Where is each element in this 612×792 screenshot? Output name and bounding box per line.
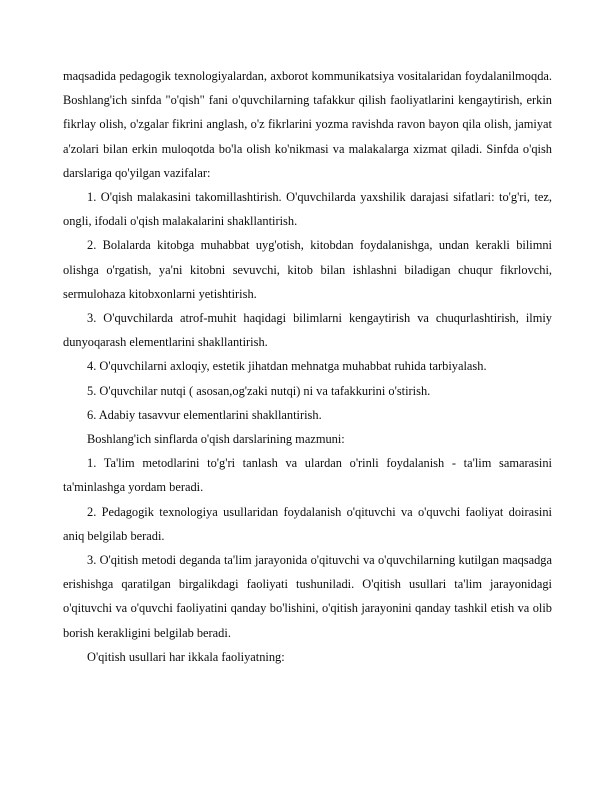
paragraph: Boshlang'ich sinflarda o'qish darslarining mazmuni: xyxy=(87,432,345,447)
paragraph: maqsadida pedagogik texnologiyalardan, axborot kommunikatsiya vositalaridan foydalanilmoqda. Boshlang'ich sinfda "o'qish" fani o'quvchilarning tafakkur qilish faoliyatlarini kengaytirish, erkin fikrlay olish, o'zgalar fikrini anglash, o'z fikrlarini yozma ravishda ravon bayon qila olish, jamiyat a'zolari bilan erkin muloqotda bo'la olish ko'nikmasi va malakalarga xizmat qiladi. Sinfda o'qish darslariga qo'yilgan vazifalar: xyxy=(63,69,552,180)
paragraph: 3. O'quvchilarda atrof-muhit haqidagi bilimlarni kengaytirish va chuqurlashtirish, ilmiy dunyoqarash elementlarini shakllantirish. xyxy=(63,311,552,350)
paragraph: 4. O'quvchilarni axloqiy, estetik jihatdan mehnatga muhabbat ruhida tarbiyalash. xyxy=(87,359,487,374)
paragraph: 3. O'qitish metodi deganda ta'lim jarayonida o'qituvchi va o'quvchilarning kutilgan maqsadga erishishga qaratilgan birgalikdagi faoliyati tushuniladi. O'qitish usullari ta'lim jarayonidagi o'qituvchi va o'quvchi faoliyatini qanday bo'lishini, o'qitish jarayonini qanday tashkil etish va olib borish kerakligini belgilab beradi. xyxy=(63,553,552,640)
paragraph: 6. Adabiy tasavvur elementlarini shakllantirish. xyxy=(87,407,322,422)
paragraph: 1. O'qish malakasini takomillashtirish. O'quvchilarda yaxshilik darajasi sifatlari: to'g'ri, tez, ongli, ifodali o'qish malakalarini shakllantirish. xyxy=(63,190,552,229)
paragraph: 2. Pedagogik texnologiya usullaridan foydalanish o'qituvchi va o'quvchi faoliyat doirasini aniq belgilab beradi. xyxy=(63,504,552,543)
document-text xyxy=(63,64,552,669)
paragraph: O'qitish usullari har ikkala faoliyatning: xyxy=(87,649,285,664)
paragraph: 1. Ta'lim metodlarini to'g'ri tanlash va ulardan o'rinli foydalanish - ta'lim samarasini ta'minlashga yordam beradi. xyxy=(63,456,552,495)
paragraph: 5. O'quvchilar nutqi ( asosan,og'zaki nutqi) ni va tafakkurini o'stirish. xyxy=(87,383,431,398)
paragraph: 2. Bolalarda kitobga muhabbat uyg'otish, kitobdan foydalanishga, undan kerakli bilimni olishga o'rgatish, ya'ni kitobni sevuvchi, kitob bilan ishlashni biladigan chuqur fikrlovchi, sermulohaza kitobxonlarni yetishtirish. xyxy=(63,238,552,301)
